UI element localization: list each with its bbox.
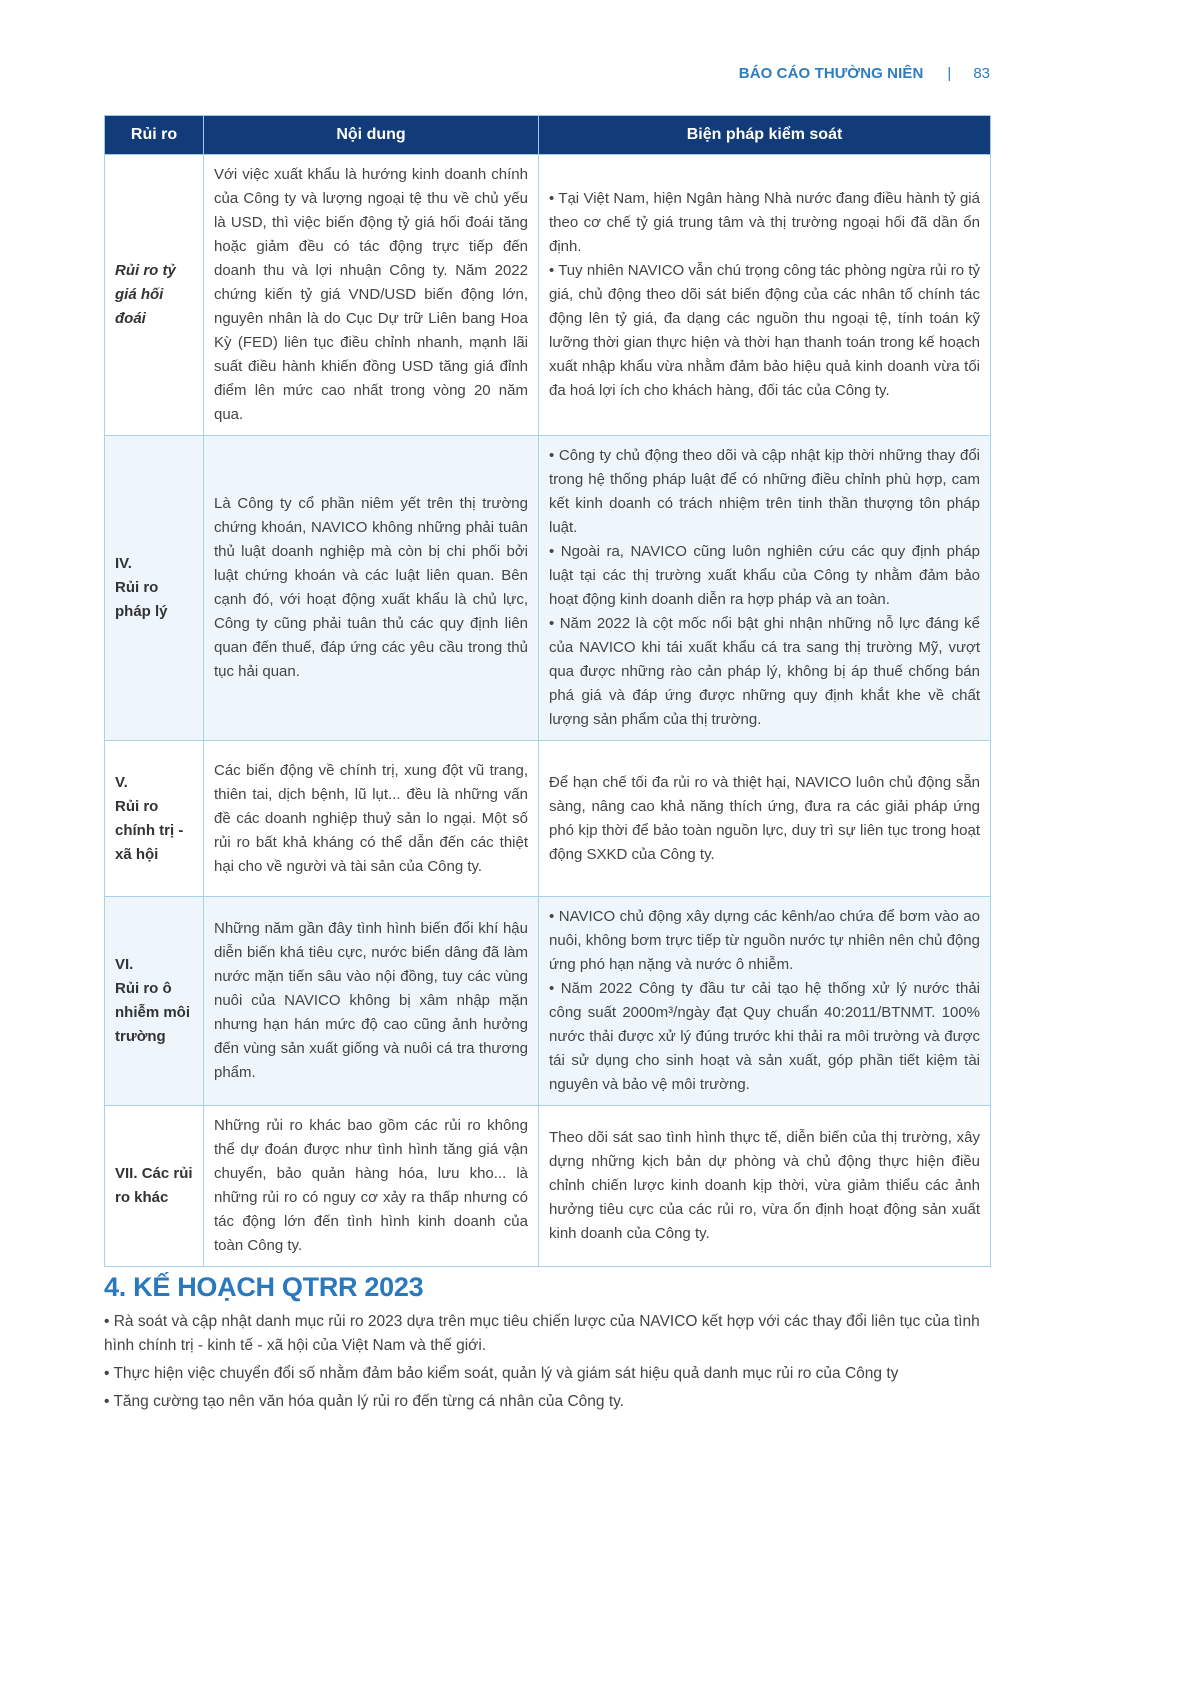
risk-label: Rủi ro chính trị - xã hội	[115, 797, 184, 863]
column-header-risk: Rủi ro	[105, 116, 204, 155]
risk-number: V.	[115, 773, 128, 791]
table-row	[105, 155, 991, 436]
plan-item: • Thực hiện việc chuyển đổi số nhằm đảm bảo kiểm soát, quản lý và giám sát hiệu quả danh mục rủi ro của Công ty	[104, 1365, 899, 1382]
measure-item: Theo dõi sát sao tình hình thực tế, diễn biến của thị trường, xây dựng những kịch bản dự phòng và chủ động thực hiện điều chỉnh chiến lược kinh doanh kịp thời, vừa giảm thiểu các ảnh hưởng tiêu cực của các rủi ro, vừa ổn định hoạt động sản xuất kinh doanh của Công ty.	[549, 1129, 980, 1242]
measure-item: • Năm 2022 là cột mốc nổi bật ghi nhận những nỗ lực đáng kể của NAVICO khi tái xuất khẩu cá tra sang thị trường Mỹ, vượt qua được những rào cản pháp lý, không bị áp thuế chống bán phá giá và đáp ứng được những quy định khắt khe về chất lượng sản phẩm của thị trường.	[549, 615, 980, 728]
measure-item: • Tại Việt Nam, hiện Ngân hàng Nhà nước đang điều hành tỷ giá theo cơ chế tỷ giá trung tâm và thị trường ngoại hối đã dần ổn định.	[549, 190, 980, 255]
risk-content: Những năm gần đây tình hình biến đổi khí hậu diễn biến khá tiêu cực, nước biển dâng đã làm nước mặn tiến sâu vào nội đồng, tuy các vùng nuôi của NAVICO không bị xâm nhập mặn nhưng hạn hán mức độ cao cũng ảnh hưởng đến vùng sản xuất giống và nuôi cá tra thương phẩm.	[204, 897, 539, 1106]
risk-name: Rủi ro tỷ giá hối đoái	[105, 155, 204, 436]
measure-item: • Ngoài ra, NAVICO cũng luôn nghiên cứu các quy định pháp luật tại các thị trường xuất khẩu của Công ty nhằm đảm bảo hoạt động kinh doanh diễn ra hợp pháp và an toàn.	[549, 543, 980, 608]
risk-measures	[539, 436, 991, 741]
risk-measures	[539, 1106, 991, 1267]
risk-number: VII.	[115, 1165, 142, 1182]
plan-item: • Rà soát và cập nhật danh mục rủi ro 2023 dựa trên mục tiêu chiến lược của NAVICO kết hợp với các thay đổi liên tục của tình hình chính trị - kinh tế - xã hội của Việt Nam và thế giới.	[104, 1313, 980, 1354]
report-title: BÁO CÁO THƯỜNG NIÊN	[738, 64, 924, 82]
measure-item: • NAVICO chủ động xây dựng các kênh/ao chứa để bơm vào ao nuôi, không bơm trực tiếp từ nguồn nước tự nhiên nên chủ động ứng phó hạn nặng và nước ô nhiễm.	[549, 908, 980, 973]
table-row	[105, 741, 991, 897]
measure-item: • Công ty chủ động theo dõi và cập nhật kịp thời những thay đổi trong hệ thống pháp luật để có những điều chỉnh phù hợp, cam kết kinh doanh có trách nhiệm trên tinh thần thượng tôn pháp luật.	[549, 447, 980, 536]
risk-content: Với việc xuất khẩu là hướng kinh doanh chính của Công ty và lượng ngoại tệ thu về chủ yếu là USD, thì việc biến động tỷ giá hối đoái tăng hoặc giảm đều có tác động trực tiếp đến doanh thu và lợi nhuận Công ty. Năm 2022 chứng kiến tỷ giá VND/USD biến động lớn, nguyên nhân là do Cục Dự trữ Liên bang Hoa Kỳ (FED) liên tục điều chỉnh nhanh, mạnh lãi suất điều hành khiến đồng USD tăng giá đỉnh điểm lên mức cao nhất trong vòng 20 năm qua.	[204, 155, 539, 436]
risk-label: Rủi ro pháp lý	[115, 579, 168, 620]
risk-name	[105, 741, 204, 897]
measure-item: Để hạn chế tối đa rủi ro và thiệt hại, NAVICO luôn chủ động sẵn sàng, nâng cao khả năng thích ứng, đưa ra các giải pháp ứng phó kịp thời để bảo toàn nguồn lực, duy trì sự liên tục trong hoạt động SXKD của Công ty.	[549, 773, 980, 863]
table-row	[105, 897, 991, 1106]
table-header-row	[105, 116, 991, 155]
risk-label: Các rủi ro khác	[115, 1165, 193, 1206]
section-title: 4. KẾ HOẠCH QTRR 2023	[104, 1272, 424, 1302]
page-header	[0, 62, 990, 84]
risk-name	[105, 897, 204, 1106]
table-row	[105, 436, 991, 741]
risk-measures	[539, 897, 991, 1106]
risk-content: Các biến động về chính trị, xung đột vũ trang, thiên tai, dịch bệnh, lũ lụt... đều là những vấn đề các doanh nghiệp thuỷ sản lo ngại. Một số rủi ro bất khả kháng có thể dẫn đến các thiệt hại cho về người và tài sản của Công ty.	[204, 741, 539, 897]
risk-content: Là Công ty cổ phần niêm yết trên thị trường chứng khoán, NAVICO không những phải tuân thủ luật doanh nghiệp mà còn bị chi phối bởi luật chứng khoán và các luật liên quan. Bên cạnh đó, với hoạt động xuất khẩu là chủ lực, Công ty cũng phải tuân thủ các quy định liên quan đến thuế, đáp ứng các yêu cầu trong thủ tục hải quan.	[204, 436, 539, 741]
column-header-measures: Biện pháp kiểm soát	[539, 116, 991, 155]
risk-content: Những rủi ro khác bao gồm các rủi ro không thể dự đoán được như tình hình tăng giá vận chuyển, bảo quản hàng hóa, lưu kho... là những rủi ro có nguy cơ xảy ra thấp nhưng có tác động lớn đến tình hình kinh doanh của toàn Công ty.	[204, 1106, 539, 1267]
measure-item: • Tuy nhiên NAVICO vẫn chú trọng công tác phòng ngừa rủi ro tỷ giá, chủ động theo dõi sát biến động của các nhân tố chính tác động lên tỷ giá, đa dạng các nguồn thu ngoại tệ, tính toán kỹ lưỡng thời gian thực hiện và thời hạn thanh toán trong kế hoạch xuất nhập khẩu vừa nhằm đảm bảo hiệu quả kinh doanh vừa tối đa hoá lợi ích cho khách hàng, đối tác của Công ty.	[549, 262, 980, 399]
measure-item: • Năm 2022 Công ty đầu tư cải tạo hệ thống xử lý nước thải công suất 2000m³/ngày đạt Quy chuẩn 40:2011/BTNMT. 100% nước thải được xử lý đúng trước khi thải ra môi trường và được tái sử dụng cho sinh hoạt và sản xuất, góp phần tiết kiệm tài nguyên và bảo vệ môi trường.	[549, 980, 980, 1093]
risk-measures	[539, 741, 991, 897]
risk-label: Rủi ro ô nhiễm môi trường	[115, 980, 191, 1045]
risk-measures	[539, 155, 991, 436]
risk-name	[105, 436, 204, 741]
page-number: 83	[973, 64, 990, 82]
table-row	[105, 1106, 991, 1267]
plan-list	[104, 1310, 992, 1418]
risk-number: VI.	[115, 956, 134, 973]
column-header-content: Nội dung	[204, 116, 539, 155]
risk-number: IV.	[115, 555, 132, 572]
plan-item: • Tăng cường tạo nên văn hóa quản lý rủi ro đến từng cá nhân của Công ty.	[104, 1393, 625, 1410]
risk-name	[105, 1106, 204, 1267]
header-separator: |	[947, 64, 952, 82]
risk-table	[104, 115, 991, 1267]
